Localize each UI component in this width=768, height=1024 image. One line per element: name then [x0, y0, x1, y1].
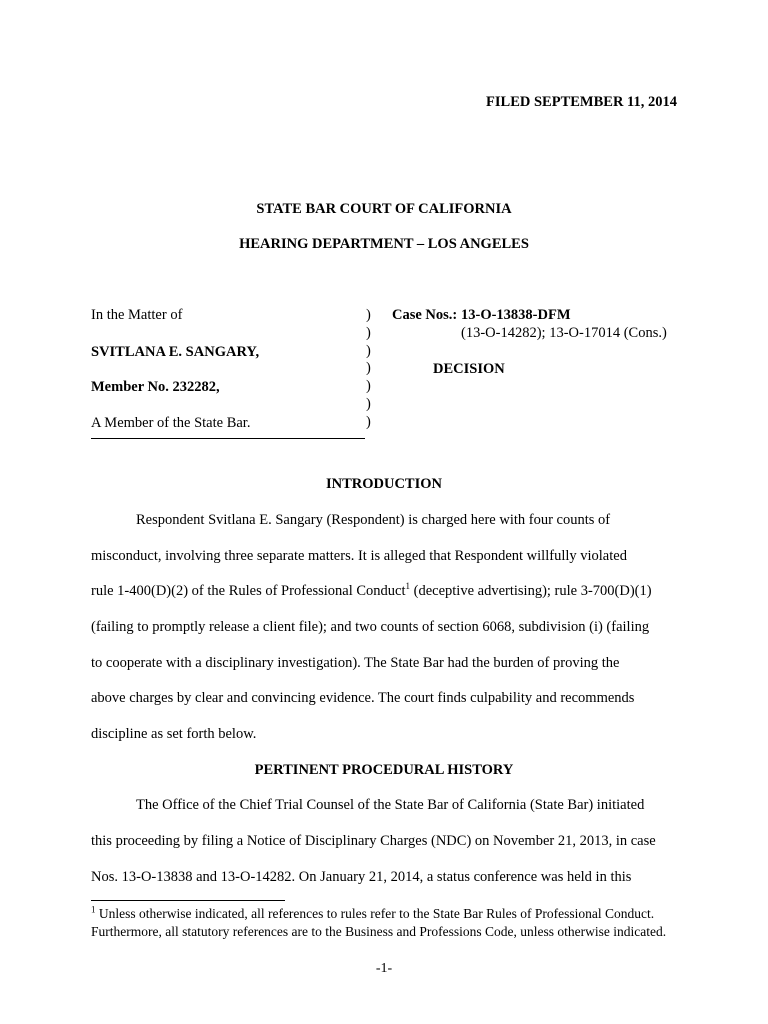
caption-parentheses — [366, 307, 371, 432]
related-case-numbers: (13-O-14282); 13-O-17014 (Cons.) — [461, 325, 667, 341]
body-line: discipline as set forth below. — [91, 726, 257, 742]
caption-paren: ) — [366, 307, 371, 323]
body-line — [91, 583, 652, 600]
caption-paren: ) — [366, 360, 371, 377]
caption-paren: ) — [366, 324, 371, 341]
caption-paren: ) — [366, 413, 371, 430]
page-number: -1- — [375, 961, 393, 976]
body-line: above charges by clear and convincing evidence. The court finds culpability and recommends — [91, 690, 635, 706]
member-number: Member No. 232282, — [91, 379, 220, 395]
body-line: to cooperate with a disciplinary investigation). The State Bar had the burden of proving the — [91, 655, 620, 671]
department-name: HEARING DEPARTMENT – LOS ANGELES — [239, 236, 529, 252]
body-line: this proceeding by filing a Notice of Disciplinary Charges (NDC) on November 21, 2013, in case — [91, 833, 656, 849]
caption-underline — [91, 438, 365, 439]
footnote-reference: 1 — [405, 581, 411, 592]
body-text: rule 1-400(D)(2) of the Rules of Professional Conduct — [91, 583, 406, 599]
state-bar-member: A Member of the State Bar. — [91, 415, 251, 431]
footnote — [91, 905, 691, 941]
caption-paren: ) — [366, 342, 371, 359]
filed-date: FILED SEPTEMBER 11, 2014 — [486, 94, 677, 110]
body-line: misconduct, involving three separate matters. It is alleged that Respondent willfully violated — [91, 548, 627, 564]
body-line: Respondent Svitlana E. Sangary (Respondent) is charged here with four counts of — [136, 512, 611, 528]
footnote-text: Unless otherwise indicated, all references to rules refer to the State Bar Rules of Professional Conduct. Furthermore, all statutory references are to the Business and Professions Code, unless otherwise indicated. — [91, 906, 667, 939]
caption-paren: ) — [366, 378, 371, 395]
case-number: 13-O-13838-DFM — [461, 307, 571, 323]
introduction-heading: INTRODUCTION — [325, 476, 442, 492]
case-numbers-label: Case Nos.: — [392, 307, 458, 323]
footnote-marker: 1 — [91, 904, 96, 915]
footnote-separator — [91, 900, 285, 901]
caption-paren: ) — [366, 395, 371, 412]
respondent-name: SVITLANA E. SANGARY, — [91, 344, 260, 360]
body-line: Nos. 13-O-13838 and 13-O-14282. On January 21, 2014, a status conference was held in this — [91, 869, 632, 885]
body-line: The Office of the Chief Trial Counsel of the State Bar of California (State Bar) initiated — [136, 797, 645, 813]
body-line: (failing to promptly release a client file); and two counts of section 6068, subdivision (i) (failing — [91, 619, 650, 635]
in-the-matter-of: In the Matter of — [91, 307, 183, 323]
body-text: (deceptive advertising); rule 3-700(D)(1) — [410, 583, 652, 599]
procedural-history-heading: PERTINENT PROCEDURAL HISTORY — [254, 762, 514, 778]
decision-title: DECISION — [433, 361, 505, 377]
court-name: STATE BAR COURT OF CALIFORNIA — [256, 201, 512, 217]
